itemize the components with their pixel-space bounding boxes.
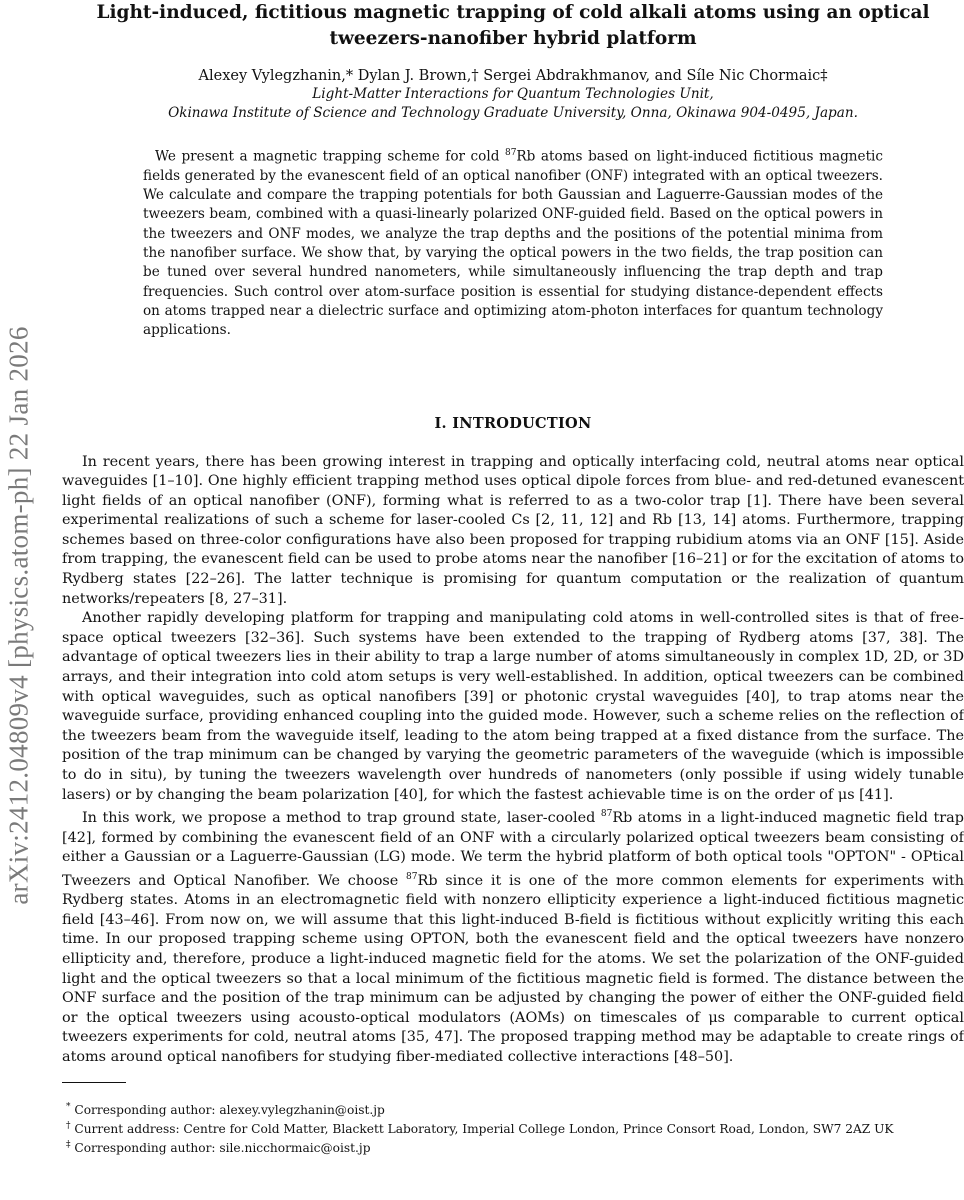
intro-paragraph-1: In recent years, there has been growing interest in trapping and optically interfacing cold, neutral atoms near optical waveguides [1–10]. One highly efficient trapping method uses optical dipole forces from blue- and red-detuned evanescent light fields of an optical nanofiber (ONF), forming what is referred to as a two-color trap [1]. There have been several experimental realizations of such a scheme for laser-cooled Cs [2, 11, 12] and Rb [13, 14] atoms. Furthermore, trapping schemes based on three-color configurations have also been proposed for trapping rubidium atoms via an ONF [15]. Aside from trapping, the evanescent field can be used to probe atoms near the nanofiber [16–21] or for the excitation of atoms to Rydberg states [22–26]. The latter technique is promising for quantum computation or the realization of quantum networks/repeaters [8, 27–31]. [62, 453, 964, 607]
footnote-3 [62, 1137, 964, 1156]
p3-isotope-sup-1: 87 [600, 809, 613, 820]
footnote-1 [62, 1099, 964, 1118]
arxiv-stamp [2, 230, 36, 1000]
footnote-rule [62, 1082, 126, 1083]
footnote-mark-3: ‡ [66, 1139, 71, 1150]
affiliation-line-1: Light-Matter Interactions for Quantum Technologies Unit, [312, 86, 714, 102]
paper-title [62, 0, 964, 52]
p3-part-3: Rb since it is one of the more common elements for experiments with Rydberg states. Atoms in an electromagnetic field with nonzero ellipticity experience a light-induced fictitious magnetic field [43–46]. From now on, we will assume that this light-induced B-field is fictitious without explicitly writing this each time. In our proposed trapping scheme using OPTON, both the evanescent field and the optical tweezers have nonzero ellipticity and, therefore, produce a light-induced magnetic field for the atoms. We set the polarization of the ONF-guided light and the optical tweezers so that a local minimum of the fictitious magnetic field is formed. The distance between the ONF surface and the position of the trap minimum can be adjusted by changing the power of either the ONF-guided field or the optical tweezers using acousto-optical modulators (AOMs) on timescales of μs comparable to current optical tweezers experiments for cold, neutral atoms [35, 47]. The proposed trapping method may be adaptable to create rings of atoms around optical nanofibers for studying fiber-mediated collective interactions [48–50]. [62, 872, 964, 1065]
author-list: Alexey Vylegzhanin,* Dylan J. Brown,† Sergei Abdrakhmanov, and Síle Nic Chormaic‡ [198, 68, 828, 84]
title-line-2: tweezers-nanofiber hybrid platform [329, 28, 697, 49]
intro-paragraph-2: Another rapidly developing platform for trapping and manipulating cold atoms in well-controlled sites is that of free-space optical tweezers [32–36]. Such systems have been extended to the trapping of Rydberg atoms [37, 38]. The advantage of optical tweezers lies in their ability to trap a large number of atoms simultaneously in complex 1D, 2D, or 3D arrays, and their integration into cold atom setups is very well-established. In addition, optical tweezers can be combined with optical waveguides, such as optical nanofibers [39] or photonic crystal waveguides [40], to trap atoms near the waveguide surface, providing enhanced coupling into the guided mode. However, such a scheme relies on the reflection of the tweezers beam from the waveguide itself, leading to the atom being trapped at a fixed distance from the surface. The position of the trap minimum can be changed by varying the geometric parameters of the waveguide (which is impossible to do in situ), by tuning the tweezers wavelength over hundreds of nanometers (only possible if using widely tunable lasers) or by changing the beam polarization [40], for which the fastest achievable time is on the order of μs [41]. [62, 610, 964, 803]
footnotes [62, 1099, 964, 1156]
affiliation [62, 85, 964, 123]
paper-page [62, 0, 964, 1156]
p3-part-1: In this work, we propose a method to trap ground state, laser-cooled [82, 809, 601, 826]
footnote-mark-2: † [66, 1120, 71, 1131]
abstract-isotope-sup: 87 [504, 148, 517, 158]
affiliation-line-2: Okinawa Institute of Science and Technology Graduate University, Onna, Okinawa 904-0495, Japan. [168, 105, 858, 121]
abstract [143, 144, 883, 341]
p3-isotope-sup-2: 87 [406, 871, 418, 882]
intro-paragraph-3 [62, 805, 964, 1067]
footnote-text-1: Corresponding author: alexey.vylegzhanin@oist.jp [70, 1102, 385, 1117]
abstract-text-start: We present a magnetic trapping scheme for cold [155, 148, 505, 165]
p3-part-2: Rb atoms in a light-induced magnetic field trap [42], formed by combining the evanescent field of an ONF with a circularly polarized optical tweezers beam consisting of either a Gaussian or a Laguerre-Gaussian (LG) mode. We term the hybrid platform of both optical tools "OPTON" - OPtical Tweezers and Optical Nanofiber. We choose [62, 809, 964, 889]
footnote-text-2: Current address: Centre for Cold Matter, Blackett Laboratory, Imperial College London, Prince Consort Road, London, SW7 2AZ UK [70, 1121, 894, 1136]
section-heading-introduction: I. INTRODUCTION [434, 414, 592, 432]
footnote-2 [62, 1118, 964, 1137]
title-line-1: Light-induced, fictitious magnetic trapping of cold alkali atoms using an optical [96, 2, 930, 23]
introduction-body [62, 453, 964, 1068]
footnote-text-3: Corresponding author: sile.nicchormaic@oist.jp [70, 1140, 371, 1155]
abstract-text-rest: Rb atoms based on light-induced fictitious magnetic fields generated by the evanescent field of an optical nanofiber (ONF) integrated with an optical tweezers. We calculate and compare the trapping potentials for both Gaussian and Laguerre-Gaussian modes of the tweezers beam, combined with a quasi-linearly polarized ONF-guided field. Based on the optical powers in the tweezers and ONF modes, we analyze the trap depths and the positions of the potential minima from the nanofiber surface. We show that, by varying the optical powers in the two fields, the trap position can be tuned over several hundred nanometers, while simultaneously influencing the trap depth and trap frequencies. Such control over atom-surface position is essential for studying distance-dependent effects on atoms trapped near a dielectric surface and optimizing atom-photon interfaces for quantum technology applications. [143, 148, 883, 339]
arxiv-stamp-text: arXiv:2412.04809v4 [physics.atom-ph] 22 Jan 2026 [3, 325, 34, 905]
footnote-mark-1: * [66, 1101, 71, 1112]
